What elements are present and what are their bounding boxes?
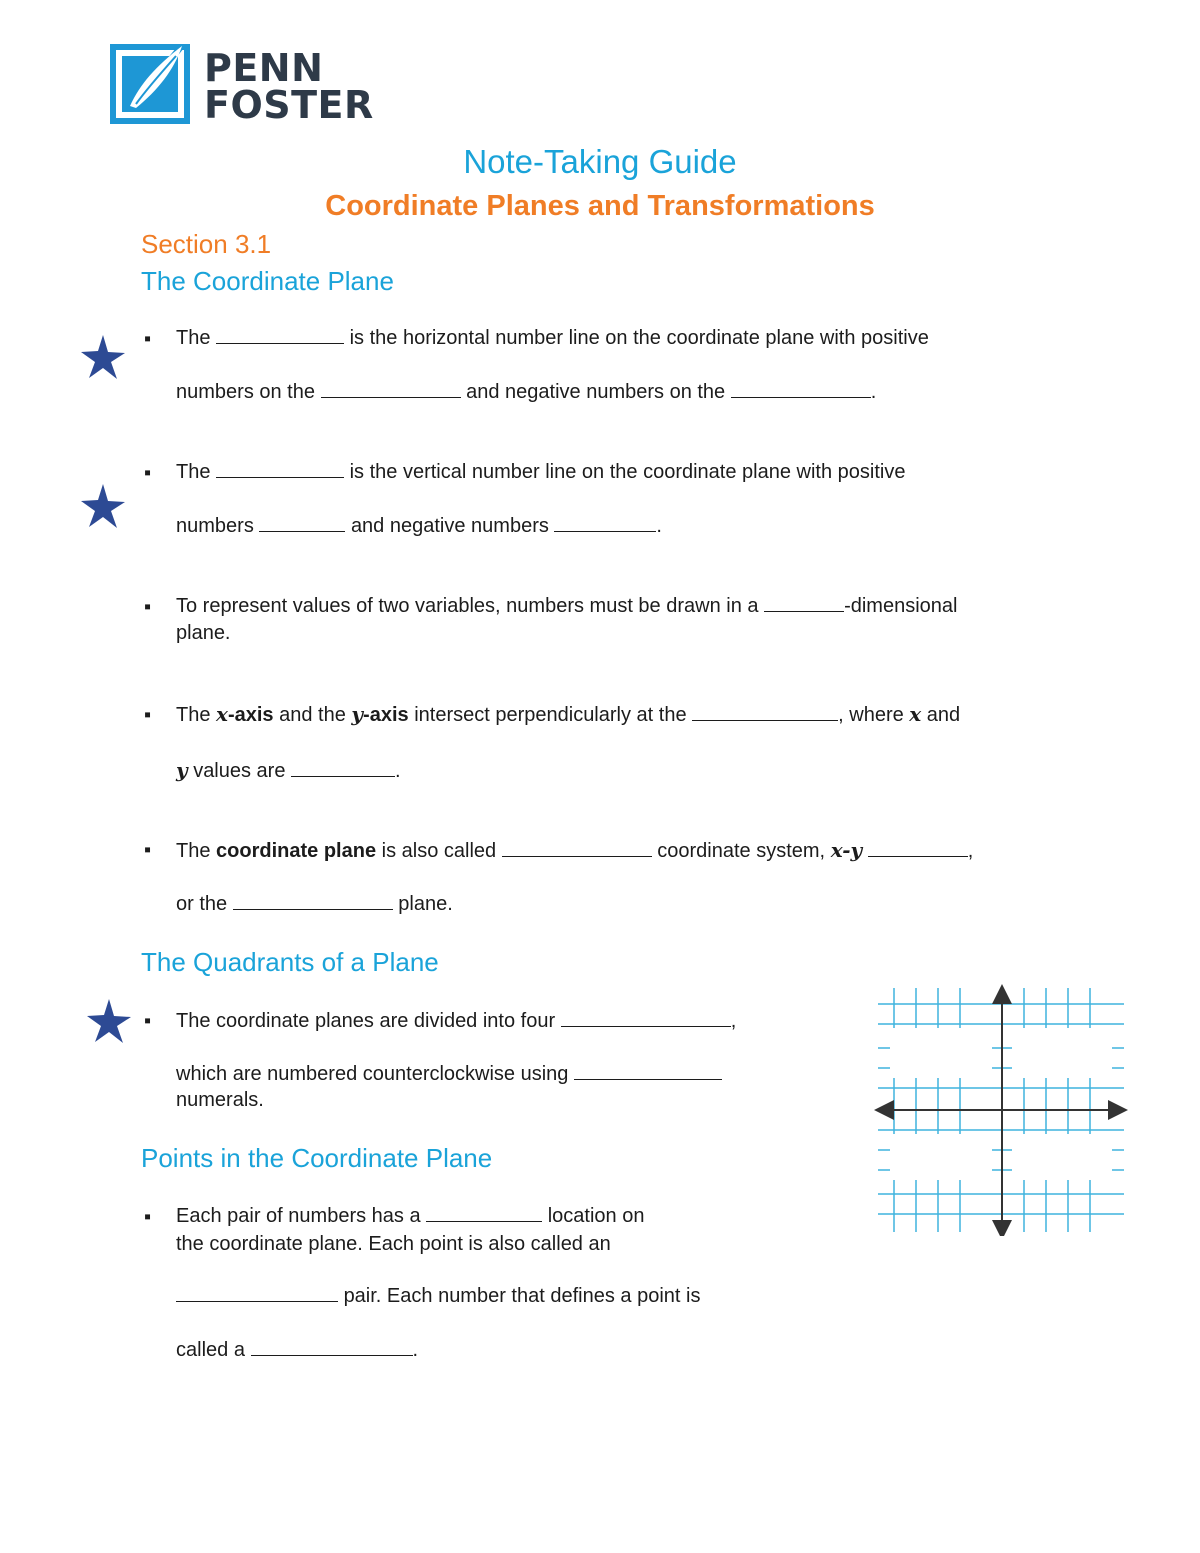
text: The	[176, 327, 211, 349]
answer-blank[interactable]	[731, 381, 871, 398]
page-title: Note-Taking Guide	[463, 143, 737, 180]
text: ,	[967, 840, 974, 862]
answer-blank[interactable]	[216, 327, 344, 344]
bullet-marker: ▪	[144, 328, 152, 350]
text: values are	[193, 760, 286, 782]
text: the coordinate plane. Each point is also called an	[176, 1233, 611, 1255]
text: ,	[730, 1010, 737, 1032]
text: is also called	[381, 840, 497, 862]
answer-blank[interactable]	[426, 1205, 542, 1222]
text: plane.	[398, 893, 453, 915]
text: The	[176, 461, 211, 483]
answer-blank[interactable]	[502, 840, 652, 857]
answer-blank[interactable]	[259, 515, 345, 532]
star-icon	[80, 482, 126, 528]
star-icon	[80, 333, 126, 379]
text: .	[412, 1339, 419, 1361]
answer-blank[interactable]	[764, 595, 844, 612]
answer-blank[interactable]	[216, 461, 344, 478]
heading-quadrants: The Quadrants of a Plane	[141, 947, 439, 977]
bullet-marker: ▪	[144, 1206, 152, 1228]
bullet-7-line-2	[176, 1232, 611, 1256]
variable-x: x	[909, 702, 922, 726]
text: numerals.	[176, 1089, 264, 1111]
answer-blank[interactable]	[554, 515, 656, 532]
bullet-3-line-2	[176, 621, 231, 645]
text: .	[656, 515, 662, 537]
page-subtitle: Coordinate Planes and Transformations	[325, 190, 875, 222]
bullet-6-line-3	[176, 1088, 264, 1112]
bullet-marker: ▪	[144, 462, 152, 484]
text: and the	[279, 704, 346, 726]
text: numbers	[176, 515, 254, 537]
term-y-axis: -axis	[363, 704, 409, 726]
answer-blank[interactable]	[692, 704, 838, 721]
text: The	[176, 704, 211, 726]
answer-blank[interactable]	[561, 1010, 731, 1027]
penn-foster-logo-icon	[110, 44, 190, 124]
text: .	[870, 381, 877, 403]
text: and	[926, 704, 961, 726]
answer-blank[interactable]	[291, 760, 395, 777]
text: pair. Each number that defines a point is	[343, 1285, 701, 1307]
text: location on	[547, 1205, 645, 1227]
bullet-3-line-1	[176, 594, 957, 618]
answer-blank[interactable]	[251, 1339, 413, 1356]
star-icon	[86, 997, 132, 1043]
logo-line-1: PENN	[204, 46, 324, 90]
variable-x-y: x-y	[830, 838, 863, 862]
text: The coordinate planes are divided into four	[176, 1010, 556, 1032]
text: The	[176, 840, 211, 862]
text: , where	[838, 704, 904, 726]
heading-points: Points in the Coordinate Plane	[141, 1143, 493, 1173]
answer-blank[interactable]	[321, 381, 461, 398]
heading-coordinate-plane: The Coordinate Plane	[141, 266, 394, 296]
text: called a	[176, 1339, 245, 1361]
text: -dimensional	[844, 595, 958, 617]
logo-text	[204, 46, 374, 127]
text: coordinate system,	[657, 840, 826, 862]
variable-x: x	[216, 702, 228, 726]
answer-blank[interactable]	[233, 893, 393, 910]
bullet-2-line-2	[176, 514, 662, 538]
bullet-marker: ▪	[144, 704, 152, 726]
variable-y: y	[351, 702, 364, 726]
answer-blank[interactable]	[176, 1285, 338, 1302]
text: plane.	[176, 622, 231, 644]
bullet-1-line-2	[176, 380, 876, 404]
bullet-7-line-3	[176, 1284, 700, 1308]
term-coordinate-plane: coordinate plane	[216, 840, 377, 862]
bullet-4-line-1	[176, 702, 960, 727]
text: is the horizontal number line on the coordinate plane with positive	[349, 327, 929, 349]
text: or the	[176, 893, 228, 915]
text: .	[395, 760, 401, 782]
section-number: Section 3.1	[141, 229, 272, 259]
bullet-marker: ▪	[144, 1010, 152, 1032]
coordinate-grid-icon	[874, 984, 1128, 1236]
text: Each pair of numbers has a	[176, 1205, 421, 1227]
bullet-marker: ▪	[144, 596, 152, 618]
bullet-6-line-1	[176, 1009, 736, 1033]
bullet-2-line-1	[176, 460, 905, 484]
bullet-6-line-2	[176, 1062, 722, 1086]
text: and negative numbers on the	[466, 381, 726, 403]
bullet-5-line-1	[176, 838, 973, 863]
variable-y: y	[176, 758, 188, 782]
penn-foster-logo	[110, 44, 380, 128]
text: which are numbered counterclockwise using	[176, 1063, 569, 1085]
term-x-axis: -axis	[227, 704, 274, 726]
bullet-7-line-4	[176, 1338, 418, 1362]
bullet-1-line-1	[176, 326, 929, 350]
bullet-marker: ▪	[144, 839, 152, 861]
bullet-5-line-2	[176, 892, 453, 916]
text: and negative numbers	[350, 515, 549, 537]
text: To represent values of two variables, numbers must be drawn in a	[176, 595, 759, 617]
answer-blank[interactable]	[868, 840, 968, 857]
answer-blank[interactable]	[574, 1063, 722, 1080]
bullet-7-line-1	[176, 1204, 644, 1228]
logo-line-2: FOSTER	[204, 83, 374, 127]
bullet-4-line-2	[176, 758, 401, 783]
text: intersect perpendicularly at the	[414, 704, 687, 726]
text: is the vertical number line on the coordinate plane with positive	[349, 461, 906, 483]
text: numbers on the	[176, 381, 315, 403]
